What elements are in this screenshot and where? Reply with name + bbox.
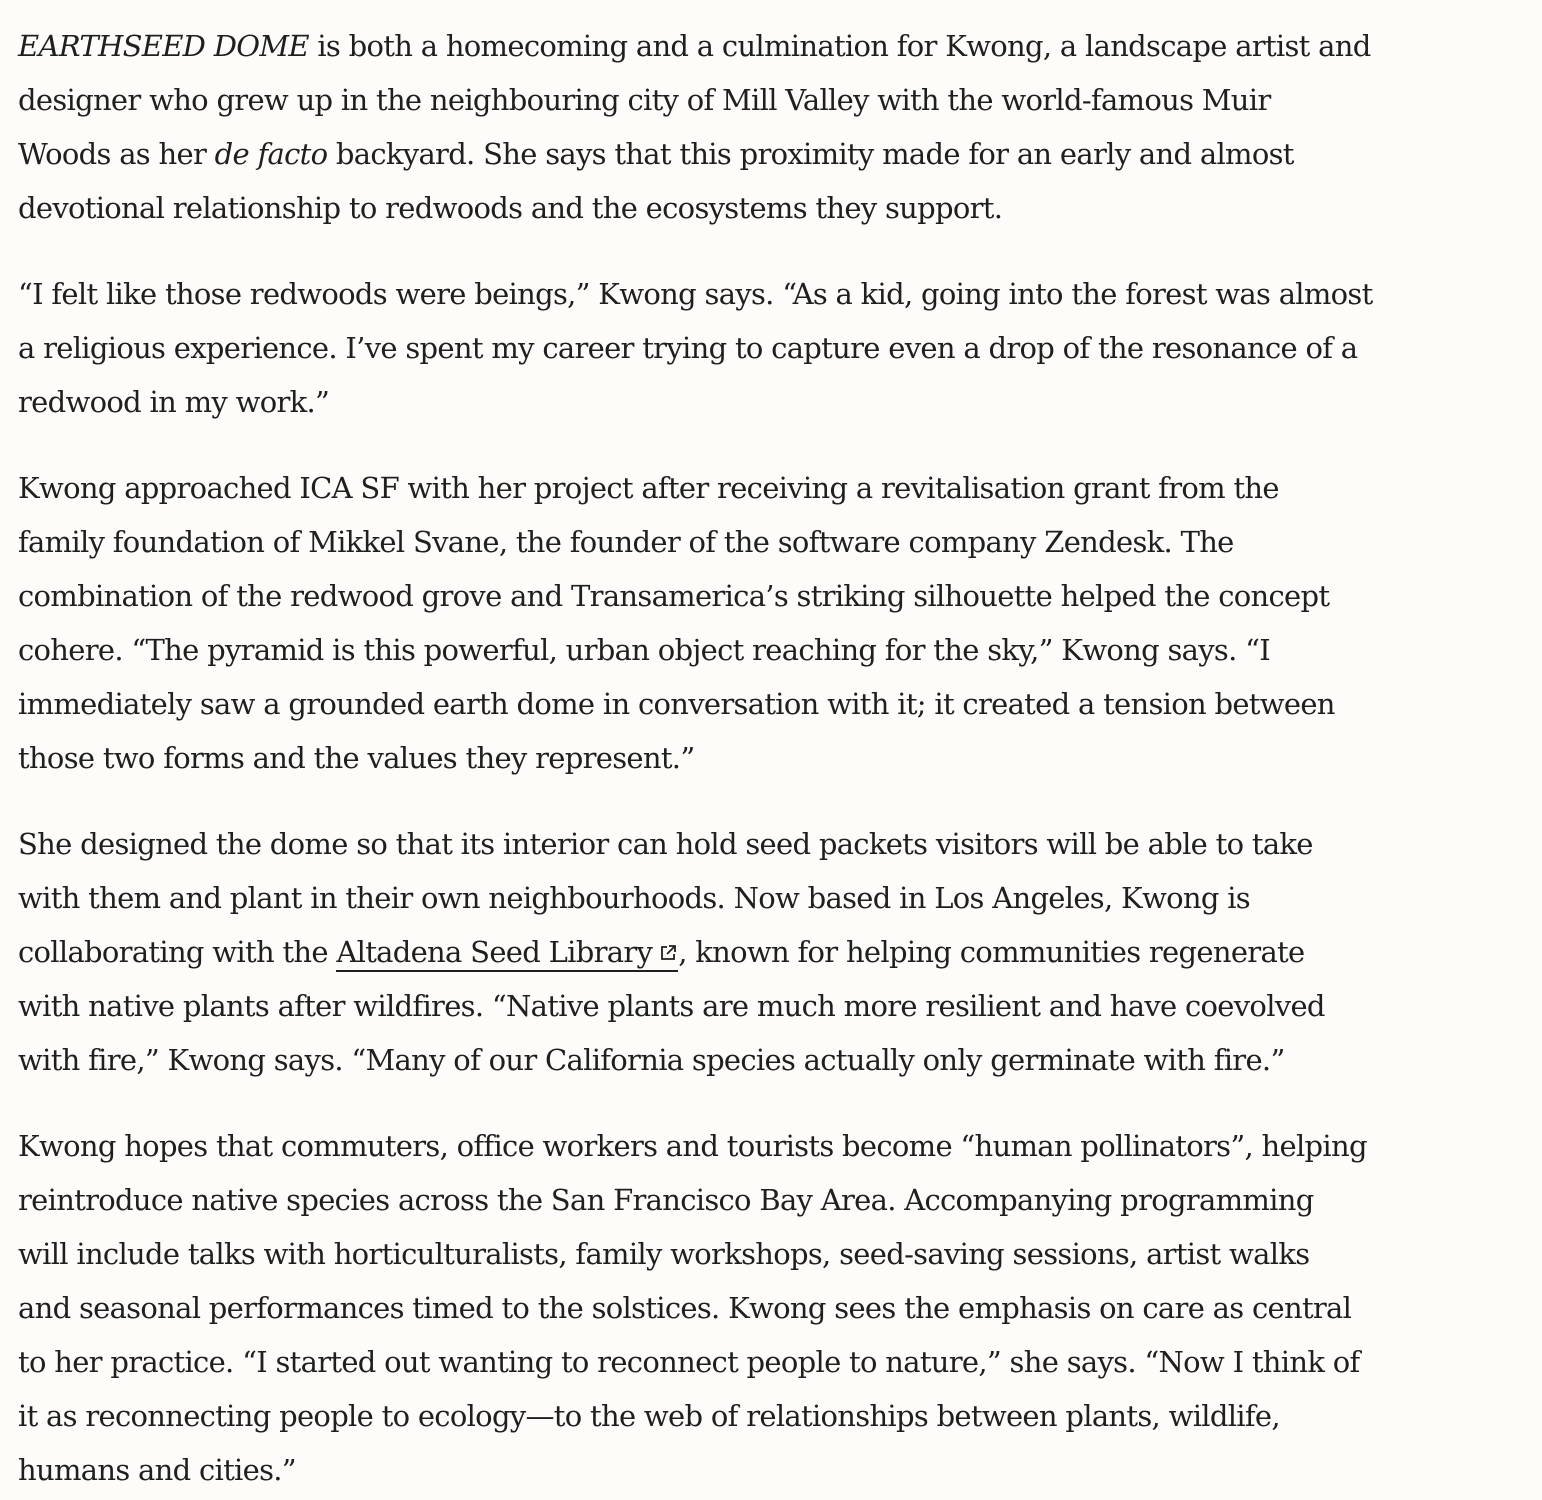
paragraph-3-line-1: Kwong approached ICA SF with her project after receiving a revitalisation grant from the	[18, 471, 1279, 505]
paragraph-3-line-4: cohere. “The pyramid is this powerful, urban object reaching for the sky,” Kwong says. “I	[18, 633, 1271, 667]
article-body	[18, 19, 1518, 1497]
artwork-title: EARTHSEED DOME	[18, 29, 309, 63]
altadena-seed-library-link[interactable]	[336, 935, 678, 972]
paragraph-3	[18, 461, 1518, 785]
paragraph-2-line-3: redwood in my work.”	[18, 385, 330, 419]
paragraph-3-line-2: family foundation of Mikkel Svane, the founder of the software company Zendesk. The	[18, 525, 1234, 559]
paragraph-4-line-2: with them and plant in their own neighbourhoods. Now based in Los Angeles, Kwong is	[18, 881, 1250, 915]
link-label: Altadena Seed Library	[336, 935, 653, 969]
paragraph-1	[18, 19, 1518, 235]
paragraph-5-line-3: will include talks with horticulturalists, family workshops, seed-saving sessions, artist walks	[18, 1237, 1310, 1271]
paragraph-3-line-6: those two forms and the values they represent.”	[18, 741, 695, 775]
paragraph-2-line-1: “I felt like those redwoods were beings,” Kwong says. “As a kid, going into the forest was almost	[18, 277, 1373, 311]
paragraph-3-line-3: combination of the redwood grove and Transamerica’s striking silhouette helped the concept	[18, 579, 1330, 613]
paragraph-5-line-1: Kwong hopes that commuters, office workers and tourists become “human pollinators”, helping	[18, 1129, 1367, 1163]
paragraph-4-line-5: with fire,” Kwong says. “Many of our California species actually only germinate with fire.”	[18, 1043, 1285, 1077]
paragraph-2	[18, 267, 1518, 429]
paragraph-2-line-2: a religious experience. I’ve spent my career trying to capture even a drop of the resonance of a	[18, 331, 1358, 365]
paragraph-1-line-1: EARTHSEED DOME is both a homecoming and a culmination for Kwong, a landscape artist and	[18, 29, 1371, 63]
paragraph-4-line-4: with native plants after wildfires. “Native plants are much more resilient and have coevolved	[18, 989, 1325, 1023]
paragraph-4-line-3: collaborating with the Altadena Seed Library , known for helping communities regenerate	[18, 925, 1518, 979]
paragraph-5	[18, 1119, 1518, 1497]
paragraph-1-line-3: Woods as her de facto backyard. She says that this proximity made for an early and almost	[18, 137, 1294, 171]
paragraph-1-line-4: devotional relationship to redwoods and the ecosystems they support.	[18, 191, 1003, 225]
paragraph-4-line-1: She designed the dome so that its interior can hold seed packets visitors will be able to take	[18, 827, 1313, 861]
paragraph-5-line-4: and seasonal performances timed to the solstices. Kwong sees the emphasis on care as central	[18, 1291, 1352, 1325]
paragraph-5-line-6: it as reconnecting people to ecology—to the web of relationships between plants, wildlife,	[18, 1399, 1280, 1433]
external-link-icon	[658, 943, 678, 963]
paragraph-5-line-5: to her practice. “I started out wanting to reconnect people to nature,” she says. “Now I think of	[18, 1345, 1360, 1379]
paragraph-4	[18, 817, 1518, 1087]
paragraph-5-line-2: reintroduce native species across the San Francisco Bay Area. Accompanying programming	[18, 1183, 1314, 1217]
paragraph-3-line-5: immediately saw a grounded earth dome in conversation with it; it created a tension between	[18, 687, 1335, 721]
paragraph-5-line-7: humans and cities.”	[18, 1453, 296, 1487]
emphasis-de-facto: de facto	[214, 137, 328, 171]
paragraph-1-line-2: designer who grew up in the neighbouring city of Mill Valley with the world-famous Muir	[18, 83, 1271, 117]
